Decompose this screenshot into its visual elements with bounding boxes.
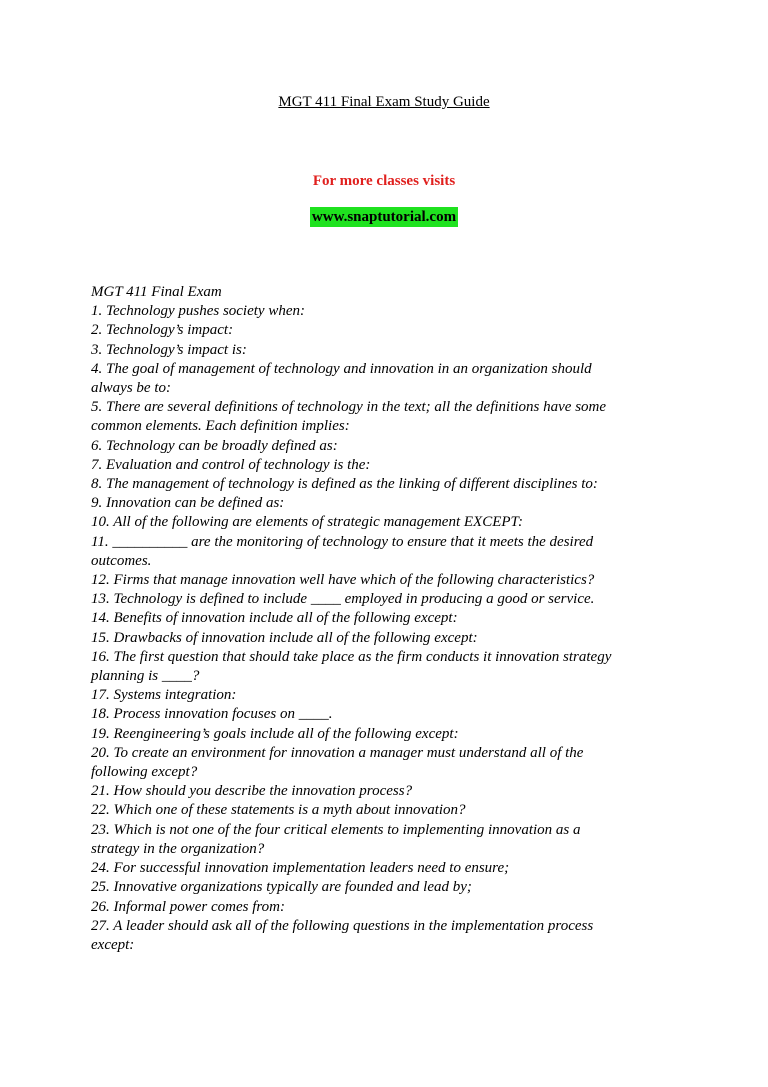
question-line: 27. A leader should ask all of the following questions in the implementation process xyxy=(91,917,594,934)
question-line: 11. __________ are the monitoring of technology to ensure that it meets the desired xyxy=(91,533,594,550)
question-line: 5. There are several definitions of technology in the text; all the definitions have some xyxy=(91,399,607,416)
question-line: common elements. Each definition implies: xyxy=(91,418,350,435)
question-line: 14. Benefits of innovation include all of the following except: xyxy=(91,610,458,627)
promo-text: For more classes visits xyxy=(312,173,456,189)
question-line: 21. How should you describe the innovation process? xyxy=(91,783,413,800)
question-line: 8. The management of technology is defined as the linking of different disciplines to: xyxy=(91,476,598,493)
document-title-text: MGT 411 Final Exam Study Guide xyxy=(278,94,490,110)
section-heading: MGT 411 Final Exam xyxy=(91,284,222,300)
question-line: 26. Informal power comes from: xyxy=(91,898,286,915)
promo-url-line xyxy=(0,207,768,227)
question-line: 3. Technology’s impact is: xyxy=(91,341,247,358)
question-line: 9. Innovation can be defined as: xyxy=(91,495,285,512)
question-line: always be to: xyxy=(91,380,171,397)
question-line: 23. Which is not one of the four critical elements to implementing innovation as a xyxy=(91,821,581,838)
question-line: strategy in the organization? xyxy=(91,840,265,857)
question-line: 25. Innovative organizations typically are founded and lead by; xyxy=(91,879,472,896)
question-line: 10. All of the following are elements of strategic management EXCEPT: xyxy=(91,514,524,531)
question-line: 22. Which one of these statements is a myth about innovation? xyxy=(91,802,466,819)
question-line: 2. Technology’s impact: xyxy=(91,322,234,339)
question-line: 19. Reengineering’s goals include all of the following except: xyxy=(91,725,459,742)
promo-url-link[interactable]: www.snaptutorial.com xyxy=(311,209,457,225)
question-line: outcomes. xyxy=(91,552,152,569)
document-title xyxy=(0,93,768,111)
question-line: 13. Technology is defined to include ____ employed in producing a good or service. xyxy=(91,591,595,608)
question-line: 24. For successful innovation implementation leaders need to ensure; xyxy=(91,860,510,877)
question-line: 20. To create an environment for innovation a manager must understand all of the xyxy=(91,744,584,761)
question-line: 17. Systems integration: xyxy=(91,687,237,704)
question-line: 18. Process innovation focuses on ____. xyxy=(91,706,333,723)
question-line: following except? xyxy=(91,764,198,781)
question-line: 15. Drawbacks of innovation include all of the following except: xyxy=(91,629,478,646)
question-line: 12. Firms that manage innovation well have which of the following characteristics? xyxy=(91,572,595,589)
question-line: 7. Evaluation and control of technology is the: xyxy=(91,456,371,473)
question-line: 16. The first question that should take place as the firm conducts it innovation strategy xyxy=(91,648,612,665)
question-line: 4. The goal of management of technology and innovation in an organization should xyxy=(91,360,592,377)
question-line: planning is ____? xyxy=(91,668,200,685)
question-line: except: xyxy=(91,936,135,953)
question-line: 1. Technology pushes society when: xyxy=(91,303,305,320)
question-line: 6. Technology can be broadly defined as: xyxy=(91,437,338,454)
question-list xyxy=(91,283,691,955)
